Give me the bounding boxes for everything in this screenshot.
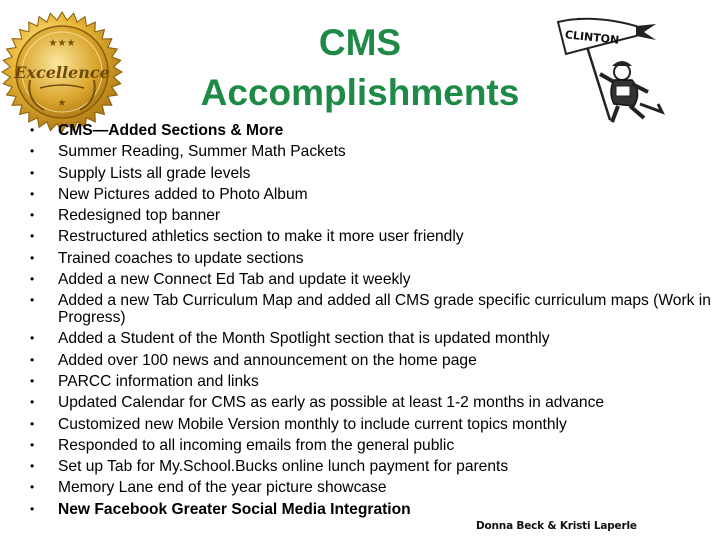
list-item: [30, 248, 720, 269]
title-line-1: CMS: [318, 22, 402, 63]
list-item: [30, 141, 720, 162]
list-item: [30, 414, 720, 435]
bullet-icon: •: [30, 416, 35, 431]
bullet-icon: •: [30, 395, 35, 410]
list-item-text: Restructured athletics section to make it more user friendly: [58, 228, 464, 246]
clinton-pennant-mascot-icon: [552, 12, 672, 124]
list-item-text: Summer Reading, Summer Math Packets: [58, 143, 346, 161]
list-item: [30, 392, 720, 413]
list-item: [30, 184, 720, 205]
bullet-icon: •: [30, 208, 35, 223]
list-item: [30, 205, 720, 226]
excellence-seal-icon: [0, 10, 125, 135]
list-item-text: Customized new Mobile Version monthly to include current topics monthly: [58, 415, 567, 433]
bullet-icon: •: [30, 250, 35, 265]
bullet-icon: •: [30, 293, 35, 308]
bullet-icon: •: [30, 229, 35, 244]
list-item-text: CMS—Added Sections & More: [58, 122, 284, 139]
list-item-text: Supply Lists all grade levels: [58, 164, 251, 182]
accomplishments-list: [30, 120, 720, 520]
svg-text:★: ★: [57, 98, 67, 109]
list-item-text: Added a new Tab Curriculum Map and added all CMS grade specific curriculum maps (Work in Progress): [58, 292, 711, 327]
list-item-text: Added a new Connect Ed Tab and update it weekly: [58, 271, 411, 289]
list-item-text: Redesigned top banner: [58, 207, 221, 225]
list-item: [30, 226, 720, 247]
list-item: [30, 163, 720, 184]
list-item: [30, 477, 720, 498]
bullet-icon: •: [30, 272, 35, 287]
list-item-text: Memory Lane end of the year picture showcase: [58, 479, 387, 497]
list-item: [30, 328, 720, 349]
list-item: [30, 269, 720, 290]
bullet-icon: •: [30, 352, 35, 367]
bullet-icon: •: [30, 437, 35, 452]
author-signature: Donna Beck & Kristi Laperle: [476, 520, 637, 532]
bullet-icon: •: [30, 144, 35, 159]
list-item: [30, 456, 720, 477]
bullet-icon: •: [30, 373, 35, 388]
page-title: [150, 18, 570, 118]
list-item: [30, 371, 720, 392]
list-item: [30, 499, 720, 520]
bullet-icon: •: [30, 480, 35, 495]
list-item-text: Trained coaches to update sections: [58, 249, 304, 267]
list-item-text: Responded to all incoming emails from the general public: [58, 436, 455, 454]
list-item-text: Added over 100 news and announcement on the home page: [58, 351, 477, 369]
list-item-text: Updated Calendar for CMS as early as possible at least 1-2 months in advance: [58, 394, 605, 412]
list-item: [30, 435, 720, 456]
list-item-text: Added a Student of the Month Spotlight section that is updated monthly: [58, 330, 550, 348]
list-item-text: New Facebook Greater Social Media Integration: [58, 500, 411, 518]
bullet-icon: •: [30, 331, 35, 346]
list-item-text: PARCC information and links: [58, 372, 259, 390]
list-item-text: New Pictures added to Photo Album: [58, 185, 308, 203]
list-item: [30, 120, 720, 141]
svg-text:CLINTON: CLINTON: [564, 28, 620, 47]
list-item: [30, 290, 720, 328]
bullet-icon: •: [30, 123, 35, 137]
bullet-icon: •: [30, 501, 35, 516]
bullet-icon: •: [30, 459, 35, 474]
bullet-icon: •: [30, 165, 35, 180]
bullet-icon: •: [30, 186, 35, 201]
svg-text:★★★: ★★★: [48, 38, 76, 49]
title-line-2: Accomplishments: [200, 72, 520, 113]
list-item: [30, 350, 720, 371]
seal-text: Excellence: [14, 63, 110, 82]
list-item-text: Set up Tab for My.School.Bucks online lunch payment for parents: [58, 458, 509, 476]
